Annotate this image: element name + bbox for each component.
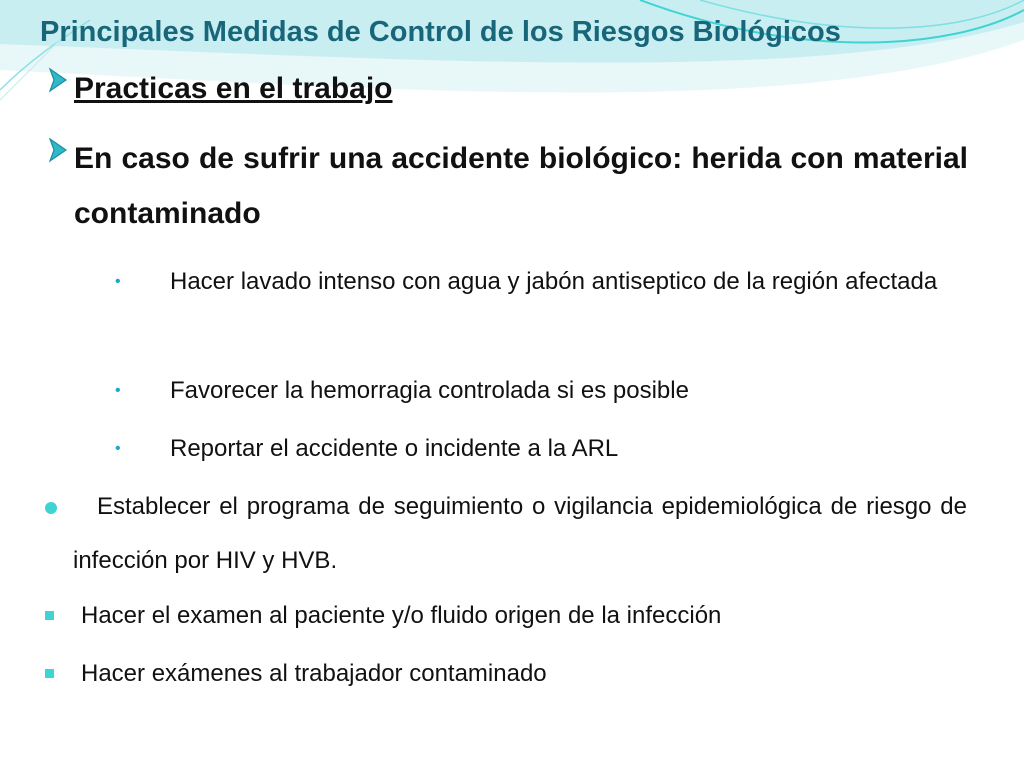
square-bullet-icon <box>45 669 54 678</box>
sub-bullet-item <box>115 255 967 309</box>
sub-bullet-text: Favorecer la hemorragia controlada si es posible <box>170 377 689 404</box>
square-bullet-icon <box>45 611 54 620</box>
programa-text: Establecer el programa de seguimiento o vigilancia epidemiológica de riesgo de infección por HIV y HVB. <box>73 493 967 574</box>
arrow-bullet-icon <box>48 67 70 93</box>
heading-practicas <box>48 61 968 116</box>
sub-bullet-item <box>115 422 967 476</box>
heading-accidente-label: En caso de sufrir una accidente biológico: herida con material contaminado <box>74 142 968 230</box>
examenes-trabajador-text <box>45 647 967 701</box>
small-dot-icon: • <box>115 382 121 399</box>
sub-bullet-item <box>115 364 967 418</box>
examen-paciente-item <box>45 589 967 643</box>
examen-paciente-text: Hacer el examen al paciente y/o fluido origen de la infección <box>81 602 722 629</box>
word: exámenes <box>151 660 263 687</box>
word: contaminado <box>409 660 547 687</box>
programa-item <box>45 480 967 588</box>
heading-practicas-label: Practicas en el trabajo <box>74 72 393 105</box>
sub-bullet-text: Reportar el accidente o incidente a la ARL <box>170 435 619 462</box>
heading-accidente <box>48 131 968 241</box>
examenes-trabajador-item <box>45 647 967 701</box>
word: Hacer <box>81 660 146 687</box>
small-dot-icon: • <box>115 440 121 457</box>
small-dot-icon: • <box>115 273 121 290</box>
slide-title: Principales Medidas de Control de los Riesgos Biológicos <box>40 16 841 48</box>
circle-bullet-icon <box>45 502 57 514</box>
word: al <box>269 660 288 687</box>
sub-bullet-text: Hacer lavado intenso con agua y jabón antiseptico de la región afectada <box>170 268 938 295</box>
arrow-bullet-icon <box>48 137 70 163</box>
word: trabajador <box>294 660 403 687</box>
